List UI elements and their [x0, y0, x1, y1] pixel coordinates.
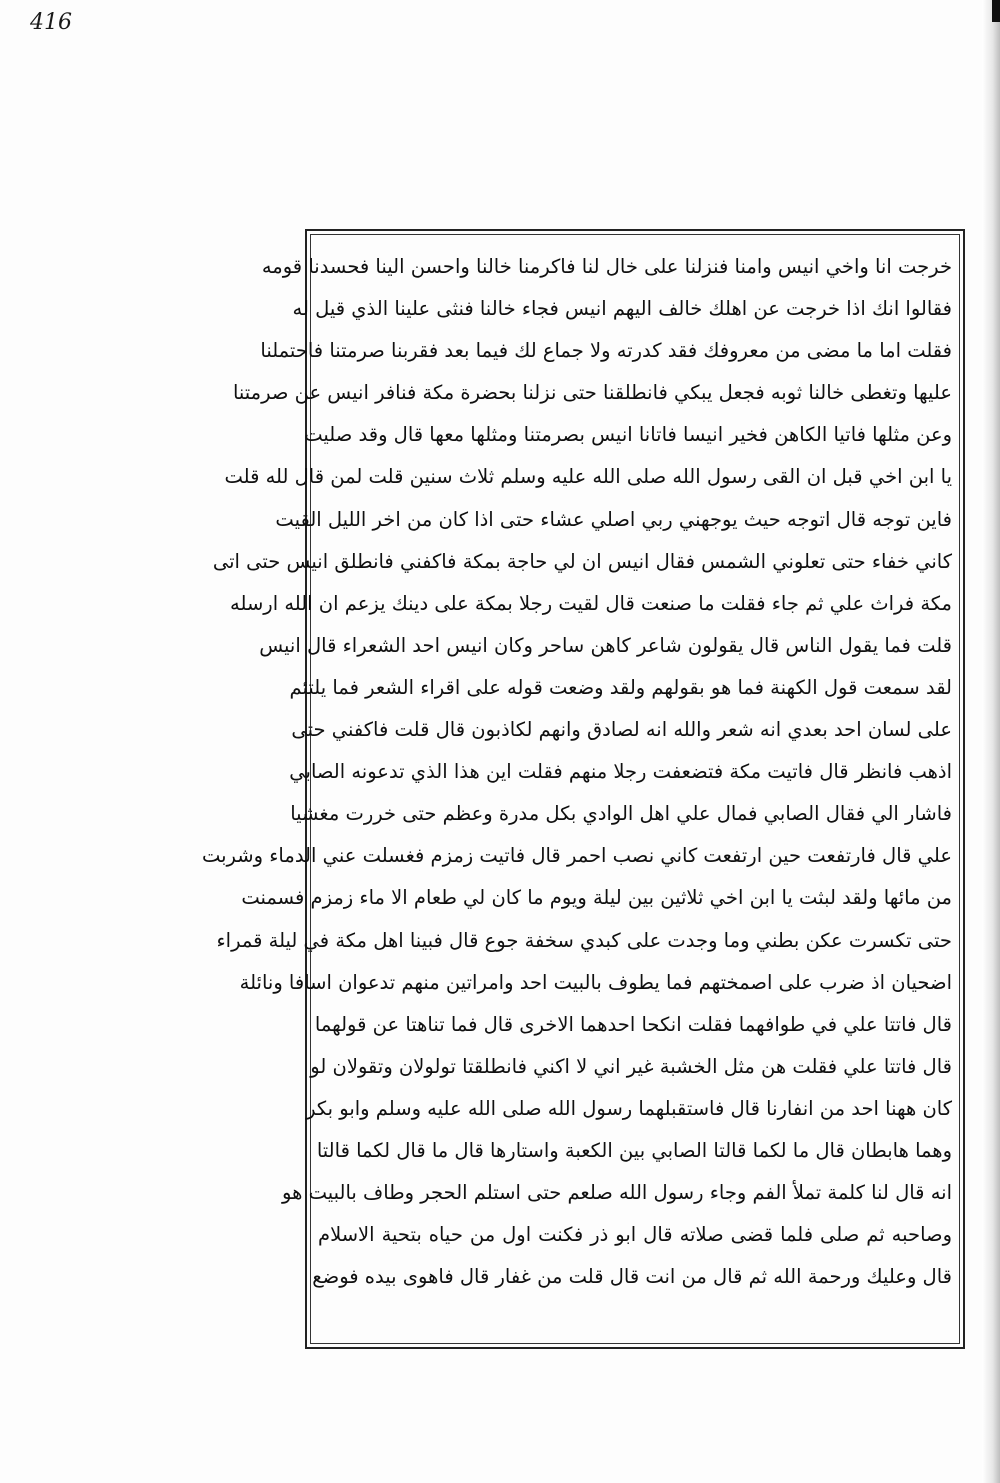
text-line-12: على لسان احد بعدي انه شعر والله انه لصادق وانهم لكاذبون قال قلت فاكفني حتى: [291, 718, 952, 742]
text-line-23: انه قال لنا كلمة تملأ الفم وجاء رسول الله صلعم حتى استلم الحجر وطاف بالبيت هو: [282, 1181, 952, 1205]
text-line-6: يا ابن اخي قبل ان القى رسول الله صلى الله عليه وسلم ثلاث سنين قلت لمن قال لله قلت: [224, 465, 952, 489]
text-line-2: فقالوا انك اذا خرجت عن اهلك خالف اليهم انيس فجاء خالنا فنثى علينا الذي قيل له: [292, 297, 952, 321]
book-spine-shadow: [982, 0, 1000, 1483]
text-line-10: قلت فما يقول الناس قال يقولون شاعر كاهن ساحر وكان انيس احد الشعراء قال انيس: [259, 633, 952, 657]
text-line-21: كان ههنا احد من انفارنا قال فاستقبلهما رسول الله صلى الله عليه وسلم وابو بكر: [306, 1096, 952, 1120]
text-line-1: خرجت انا واخي انيس وامنا فنزلنا على خال لنا فاكرمنا خالنا واحسن الينا فحسدنا قومه: [261, 255, 952, 278]
text-line-19: قال فاتتا علي في طوافهما فقلت انكحا احدهما الاخرى قال فما تناهتا عن قولهما: [314, 1012, 952, 1036]
page-number: 416: [30, 10, 72, 35]
book-spine-edge: [992, 0, 1000, 22]
text-line-9: مكة فراث علي ثم جاء فقلت ما صنعت قال لقيت رجلا بمكة على دينك يزعم ان الله ارسله: [230, 591, 952, 615]
text-line-22: وهما هابطان قال ما لكما قالتا الصابي بين الكعبة واستارها قال ما قال لكما قالتا: [316, 1138, 952, 1162]
text-line-17: حتى تكسرت عكن بطني وما وجدت على كبدي سخفة جوع قال فبينا اهل مكة في ليلة قمراء: [216, 928, 952, 952]
text-line-14: فاشار الي فقال الصابي فمال علي اهل الوادي بكل مدرة وعظم حتى خررت مغشيا: [290, 802, 952, 826]
text-line-8: كاني خفاء حتى تعلوني الشمس فقال انيس ان لي حاجة بمكة فاكفني فانطلق انيس حتى اتى: [212, 549, 952, 573]
text-line-15: علي قال فارتفعت حين ارتفعت كاني نصب احمر قال فاتيت زمزم فغسلت عني الدماء وشربت: [201, 844, 952, 868]
text-line-25: قال وعليك ورحمة الله ثم قال من انت قال قلت من غفار قال فاهوى بيده فوضع: [312, 1265, 952, 1289]
text-line-11: لقد سمعت قول الكهنة فما هو بقولهم ولقد وضعت قوله على اقراء الشعر فما يلتئم: [289, 675, 952, 699]
text-line-16: من مائها ولقد لبثت يا ابن اخي ثلاثين بين ليلة ويوم ما كان لي طعام الا ماء زمزم فسمنت: [241, 886, 952, 910]
text-line-18: اضحيان اذ ضرب على اصمختهم فما يطوف بالبيت احد وامراتين منهم تدعوان اسافا ونائلة: [239, 970, 952, 994]
text-line-4: عليها وتغطى خالنا ثوبه فجعل يبكي فانطلقنا حتى نزلنا بحضرة مكة فنافر انيس عن صرمتنا: [232, 381, 952, 405]
text-line-5: وعن مثلها فاتيا الكاهن فخير انيسا فاتانا انيس بصرمتنا ومثلها معها قال وقد صليت: [304, 423, 952, 447]
text-line-20: قال فاتتا علي فقلت هن مثل الخشبة غير اني لا اكني فانطلقتا تولولان وتقولان لو: [310, 1054, 952, 1078]
text-line-3: فقلت اما ما مضى من معروفك فقد كدرته ولا جماع لك فيما بعد فقربنا صرمتنا فاحتملنا: [260, 339, 952, 363]
text-line-13: اذهب فانظر قال فاتيت مكة فتضعفت رجلا منهم فقلت اين هذا الذي تدعونه الصابي: [289, 760, 952, 784]
arabic-text-block: [201, 246, 952, 1341]
text-line-7: فاين توجه قال اتوجه حيث يوجهني ربي اصلي عشاء حتى اذا كان من اخر الليل القيت: [275, 507, 952, 531]
text-line-24: وصاحبه ثم صلى فلما قضى صلاته قال ابو ذر فكنت اول من حياه بتحية الاسلام: [318, 1223, 952, 1247]
